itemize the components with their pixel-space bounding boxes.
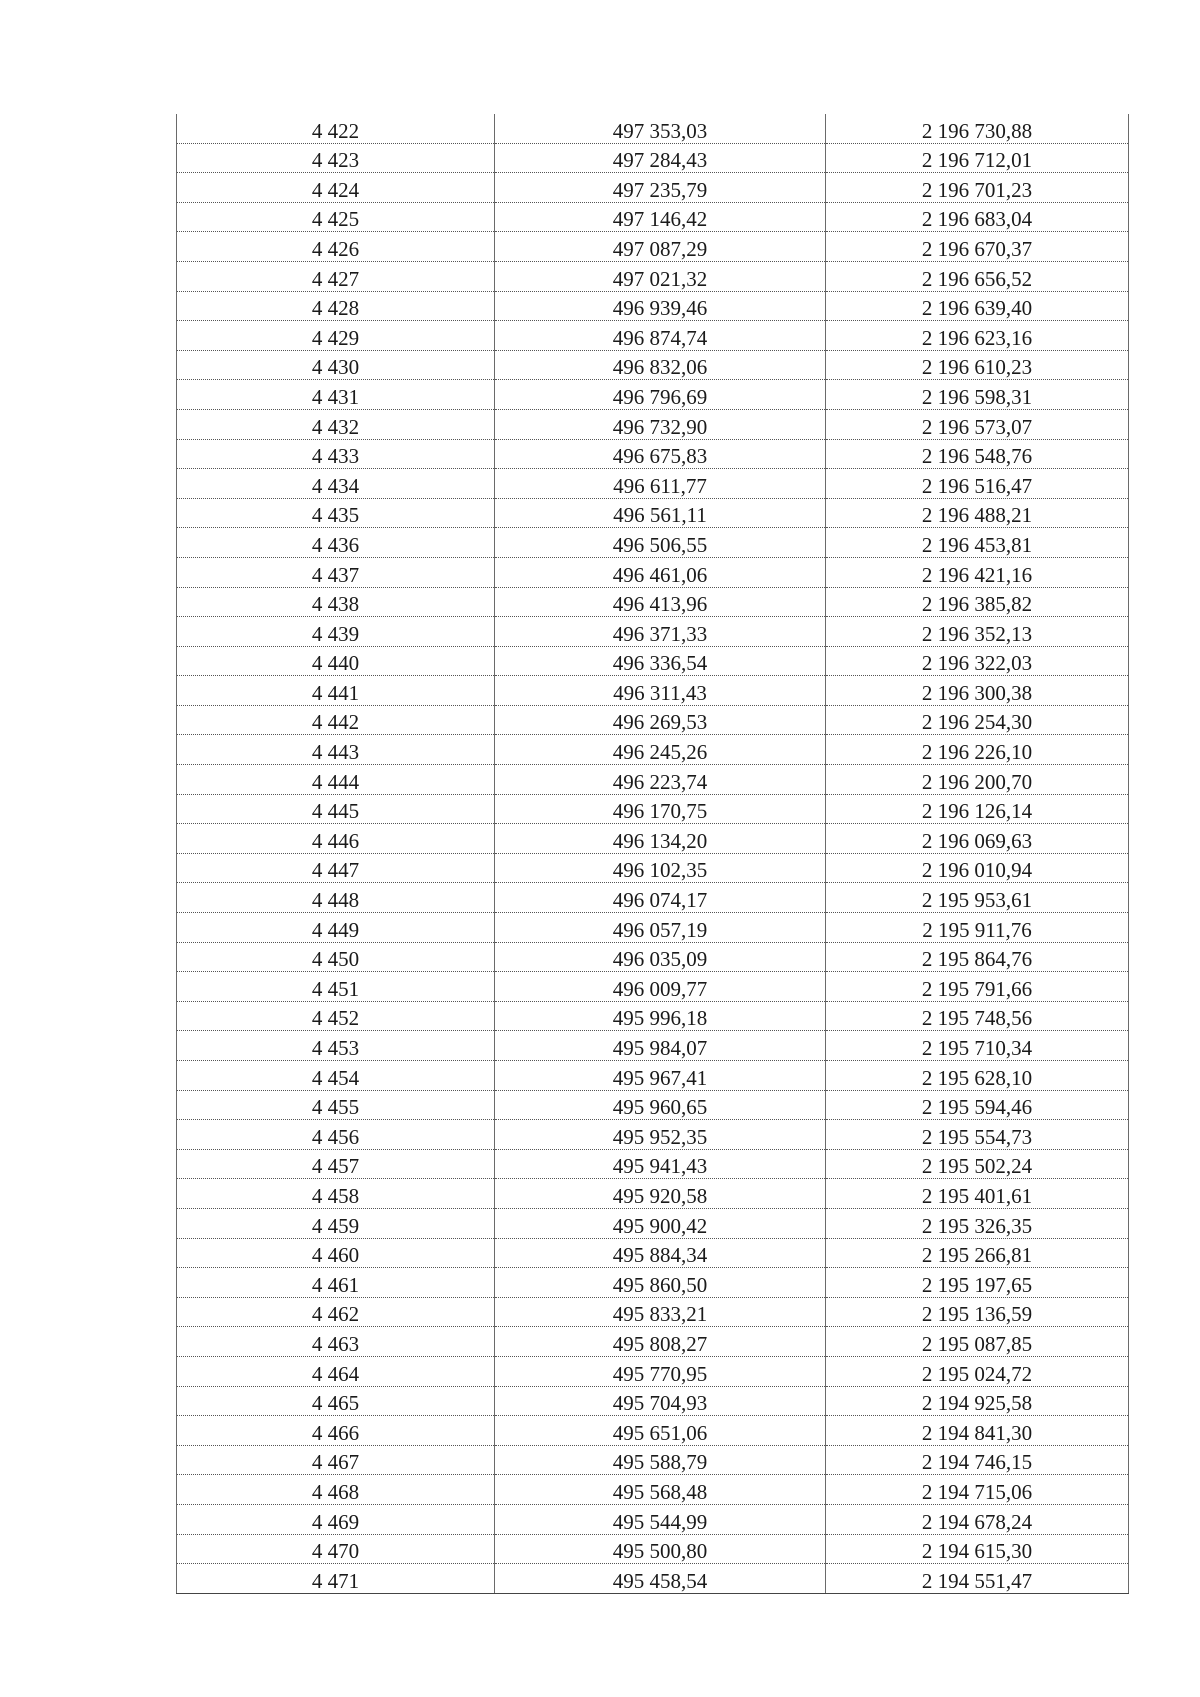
x-coordinate-cell: 496 796,69 (495, 380, 826, 410)
table-row (177, 617, 1129, 647)
table-row (177, 232, 1129, 262)
x-coordinate-cell: 495 770,95 (495, 1356, 826, 1386)
table-row (177, 1090, 1129, 1120)
x-coordinate-cell: 495 833,21 (495, 1297, 826, 1327)
x-coordinate-cell: 495 568,48 (495, 1475, 826, 1505)
x-coordinate-cell: 496 874,74 (495, 321, 826, 351)
table-row (177, 1475, 1129, 1505)
table-row (177, 1149, 1129, 1179)
y-coordinate-cell: 2 195 136,59 (826, 1297, 1129, 1327)
x-coordinate-cell: 496 223,74 (495, 765, 826, 795)
table-row (177, 439, 1129, 469)
table-row (177, 1031, 1129, 1061)
point-number-cell: 4 454 (177, 1061, 495, 1091)
point-number-cell: 4 423 (177, 143, 495, 173)
y-coordinate-cell: 2 196 322,03 (826, 646, 1129, 676)
x-coordinate-cell: 497 087,29 (495, 232, 826, 262)
y-coordinate-cell: 2 196 701,23 (826, 173, 1129, 203)
y-coordinate-cell: 2 195 087,85 (826, 1327, 1129, 1357)
point-number-cell: 4 431 (177, 380, 495, 410)
y-coordinate-cell: 2 196 488,21 (826, 498, 1129, 528)
table-row (177, 469, 1129, 499)
x-coordinate-cell: 495 651,06 (495, 1416, 826, 1446)
table-row (177, 380, 1129, 410)
table-row (177, 646, 1129, 676)
y-coordinate-cell: 2 195 911,76 (826, 913, 1129, 943)
table-row (177, 853, 1129, 883)
point-number-cell: 4 460 (177, 1238, 495, 1268)
y-coordinate-cell: 2 196 670,37 (826, 232, 1129, 262)
x-coordinate-cell: 495 984,07 (495, 1031, 826, 1061)
y-coordinate-cell: 2 195 024,72 (826, 1356, 1129, 1386)
table-row (177, 913, 1129, 943)
table-row (177, 1327, 1129, 1357)
point-number-cell: 4 440 (177, 646, 495, 676)
x-coordinate-cell: 496 269,53 (495, 705, 826, 735)
x-coordinate-cell: 495 967,41 (495, 1061, 826, 1091)
y-coordinate-cell: 2 194 551,47 (826, 1564, 1129, 1594)
table-row (177, 1268, 1129, 1298)
point-number-cell: 4 462 (177, 1297, 495, 1327)
x-coordinate-cell: 496 832,06 (495, 350, 826, 380)
point-number-cell: 4 445 (177, 794, 495, 824)
x-coordinate-cell: 497 353,03 (495, 114, 826, 143)
point-number-cell: 4 463 (177, 1327, 495, 1357)
y-coordinate-cell: 2 195 864,76 (826, 942, 1129, 972)
x-coordinate-cell: 496 336,54 (495, 646, 826, 676)
point-number-cell: 4 443 (177, 735, 495, 765)
table-row (177, 350, 1129, 380)
y-coordinate-cell: 2 194 615,30 (826, 1534, 1129, 1564)
y-coordinate-cell: 2 196 385,82 (826, 587, 1129, 617)
y-coordinate-cell: 2 195 953,61 (826, 883, 1129, 913)
y-coordinate-cell: 2 196 548,76 (826, 439, 1129, 469)
y-coordinate-cell: 2 196 226,10 (826, 735, 1129, 765)
x-coordinate-cell: 497 284,43 (495, 143, 826, 173)
point-number-cell: 4 434 (177, 469, 495, 499)
x-coordinate-cell: 495 884,34 (495, 1238, 826, 1268)
y-coordinate-cell: 2 195 197,65 (826, 1268, 1129, 1298)
table-row (177, 557, 1129, 587)
table-row (177, 972, 1129, 1002)
table-row (177, 173, 1129, 203)
table-row (177, 143, 1129, 173)
table-row (177, 705, 1129, 735)
y-coordinate-cell: 2 196 300,38 (826, 676, 1129, 706)
point-number-cell: 4 438 (177, 587, 495, 617)
point-number-cell: 4 439 (177, 617, 495, 647)
y-coordinate-cell: 2 196 610,23 (826, 350, 1129, 380)
point-number-cell: 4 446 (177, 824, 495, 854)
coordinates-table (176, 114, 1129, 1594)
point-number-cell: 4 444 (177, 765, 495, 795)
y-coordinate-cell: 2 196 683,04 (826, 202, 1129, 232)
point-number-cell: 4 429 (177, 321, 495, 351)
point-number-cell: 4 448 (177, 883, 495, 913)
table-row (177, 321, 1129, 351)
x-coordinate-cell: 496 035,09 (495, 942, 826, 972)
x-coordinate-cell: 496 245,26 (495, 735, 826, 765)
x-coordinate-cell: 496 506,55 (495, 528, 826, 558)
y-coordinate-cell: 2 196 421,16 (826, 557, 1129, 587)
point-number-cell: 4 441 (177, 676, 495, 706)
table-row (177, 1445, 1129, 1475)
x-coordinate-cell: 495 544,99 (495, 1504, 826, 1534)
point-number-cell: 4 468 (177, 1475, 495, 1505)
point-number-cell: 4 458 (177, 1179, 495, 1209)
point-number-cell: 4 449 (177, 913, 495, 943)
point-number-cell: 4 457 (177, 1149, 495, 1179)
table-row (177, 942, 1129, 972)
point-number-cell: 4 427 (177, 261, 495, 291)
x-coordinate-cell: 495 960,65 (495, 1090, 826, 1120)
y-coordinate-cell: 2 195 326,35 (826, 1208, 1129, 1238)
coordinates-document (176, 114, 1128, 1594)
point-number-cell: 4 466 (177, 1416, 495, 1446)
table-row (177, 1061, 1129, 1091)
point-number-cell: 4 422 (177, 114, 495, 143)
y-coordinate-cell: 2 195 710,34 (826, 1031, 1129, 1061)
table-row (177, 261, 1129, 291)
y-coordinate-cell: 2 195 554,73 (826, 1120, 1129, 1150)
y-coordinate-cell: 2 194 746,15 (826, 1445, 1129, 1475)
point-number-cell: 4 455 (177, 1090, 495, 1120)
x-coordinate-cell: 496 170,75 (495, 794, 826, 824)
table-row (177, 824, 1129, 854)
point-number-cell: 4 470 (177, 1534, 495, 1564)
point-number-cell: 4 467 (177, 1445, 495, 1475)
y-coordinate-cell: 2 196 352,13 (826, 617, 1129, 647)
point-number-cell: 4 426 (177, 232, 495, 262)
y-coordinate-cell: 2 196 069,63 (826, 824, 1129, 854)
x-coordinate-cell: 496 732,90 (495, 409, 826, 439)
y-coordinate-cell: 2 196 656,52 (826, 261, 1129, 291)
y-coordinate-cell: 2 196 730,88 (826, 114, 1129, 143)
x-coordinate-cell: 496 561,11 (495, 498, 826, 528)
y-coordinate-cell: 2 196 573,07 (826, 409, 1129, 439)
point-number-cell: 4 425 (177, 202, 495, 232)
point-number-cell: 4 452 (177, 1001, 495, 1031)
point-number-cell: 4 461 (177, 1268, 495, 1298)
table-row (177, 1534, 1129, 1564)
x-coordinate-cell: 495 996,18 (495, 1001, 826, 1031)
x-coordinate-cell: 495 500,80 (495, 1534, 826, 1564)
point-number-cell: 4 432 (177, 409, 495, 439)
x-coordinate-cell: 496 074,17 (495, 883, 826, 913)
table-row (177, 1297, 1129, 1327)
x-coordinate-cell: 496 461,06 (495, 557, 826, 587)
table-row (177, 1208, 1129, 1238)
x-coordinate-cell: 496 611,77 (495, 469, 826, 499)
x-coordinate-cell: 495 860,50 (495, 1268, 826, 1298)
point-number-cell: 4 428 (177, 291, 495, 321)
point-number-cell: 4 430 (177, 350, 495, 380)
point-number-cell: 4 453 (177, 1031, 495, 1061)
y-coordinate-cell: 2 194 841,30 (826, 1416, 1129, 1446)
y-coordinate-cell: 2 195 502,24 (826, 1149, 1129, 1179)
y-coordinate-cell: 2 195 791,66 (826, 972, 1129, 1002)
y-coordinate-cell: 2 194 925,58 (826, 1386, 1129, 1416)
y-coordinate-cell: 2 196 623,16 (826, 321, 1129, 351)
x-coordinate-cell: 495 808,27 (495, 1327, 826, 1357)
table-row (177, 883, 1129, 913)
x-coordinate-cell: 496 675,83 (495, 439, 826, 469)
y-coordinate-cell: 2 196 639,40 (826, 291, 1129, 321)
x-coordinate-cell: 496 311,43 (495, 676, 826, 706)
y-coordinate-cell: 2 195 594,46 (826, 1090, 1129, 1120)
point-number-cell: 4 433 (177, 439, 495, 469)
x-coordinate-cell: 496 057,19 (495, 913, 826, 943)
point-number-cell: 4 459 (177, 1208, 495, 1238)
table-row (177, 1179, 1129, 1209)
table-row (177, 676, 1129, 706)
point-number-cell: 4 437 (177, 557, 495, 587)
x-coordinate-cell: 495 952,35 (495, 1120, 826, 1150)
x-coordinate-cell: 497 146,42 (495, 202, 826, 232)
x-coordinate-cell: 496 939,46 (495, 291, 826, 321)
y-coordinate-cell: 2 196 516,47 (826, 469, 1129, 499)
y-coordinate-cell: 2 195 401,61 (826, 1179, 1129, 1209)
y-coordinate-cell: 2 195 748,56 (826, 1001, 1129, 1031)
point-number-cell: 4 442 (177, 705, 495, 735)
table-row (177, 1120, 1129, 1150)
x-coordinate-cell: 496 009,77 (495, 972, 826, 1002)
table-row (177, 1238, 1129, 1268)
point-number-cell: 4 435 (177, 498, 495, 528)
point-number-cell: 4 424 (177, 173, 495, 203)
x-coordinate-cell: 495 588,79 (495, 1445, 826, 1475)
x-coordinate-cell: 496 371,33 (495, 617, 826, 647)
x-coordinate-cell: 495 941,43 (495, 1149, 826, 1179)
point-number-cell: 4 469 (177, 1504, 495, 1534)
y-coordinate-cell: 2 196 254,30 (826, 705, 1129, 735)
x-coordinate-cell: 495 900,42 (495, 1208, 826, 1238)
y-coordinate-cell: 2 196 200,70 (826, 765, 1129, 795)
table-row (177, 587, 1129, 617)
point-number-cell: 4 456 (177, 1120, 495, 1150)
x-coordinate-cell: 496 102,35 (495, 853, 826, 883)
x-coordinate-cell: 496 134,20 (495, 824, 826, 854)
y-coordinate-cell: 2 195 266,81 (826, 1238, 1129, 1268)
point-number-cell: 4 447 (177, 853, 495, 883)
table-row (177, 1416, 1129, 1446)
table-row (177, 202, 1129, 232)
y-coordinate-cell: 2 196 453,81 (826, 528, 1129, 558)
table-row (177, 1001, 1129, 1031)
x-coordinate-cell: 495 704,93 (495, 1386, 826, 1416)
table-row (177, 498, 1129, 528)
x-coordinate-cell: 495 458,54 (495, 1564, 826, 1594)
x-coordinate-cell: 497 235,79 (495, 173, 826, 203)
point-number-cell: 4 436 (177, 528, 495, 558)
table-row (177, 765, 1129, 795)
x-coordinate-cell: 495 920,58 (495, 1179, 826, 1209)
y-coordinate-cell: 2 194 678,24 (826, 1504, 1129, 1534)
table-row (177, 114, 1129, 143)
table-row (177, 794, 1129, 824)
point-number-cell: 4 471 (177, 1564, 495, 1594)
y-coordinate-cell: 2 195 628,10 (826, 1061, 1129, 1091)
y-coordinate-cell: 2 196 598,31 (826, 380, 1129, 410)
table-row (177, 409, 1129, 439)
y-coordinate-cell: 2 196 010,94 (826, 853, 1129, 883)
coordinates-table-body (177, 114, 1129, 1593)
table-row (177, 1386, 1129, 1416)
y-coordinate-cell: 2 196 712,01 (826, 143, 1129, 173)
table-row (177, 735, 1129, 765)
x-coordinate-cell: 497 021,32 (495, 261, 826, 291)
point-number-cell: 4 451 (177, 972, 495, 1002)
y-coordinate-cell: 2 194 715,06 (826, 1475, 1129, 1505)
point-number-cell: 4 464 (177, 1356, 495, 1386)
table-row (177, 1356, 1129, 1386)
table-row (177, 291, 1129, 321)
table-row (177, 1504, 1129, 1534)
table-row (177, 1564, 1129, 1594)
x-coordinate-cell: 496 413,96 (495, 587, 826, 617)
table-row (177, 528, 1129, 558)
point-number-cell: 4 465 (177, 1386, 495, 1416)
y-coordinate-cell: 2 196 126,14 (826, 794, 1129, 824)
point-number-cell: 4 450 (177, 942, 495, 972)
